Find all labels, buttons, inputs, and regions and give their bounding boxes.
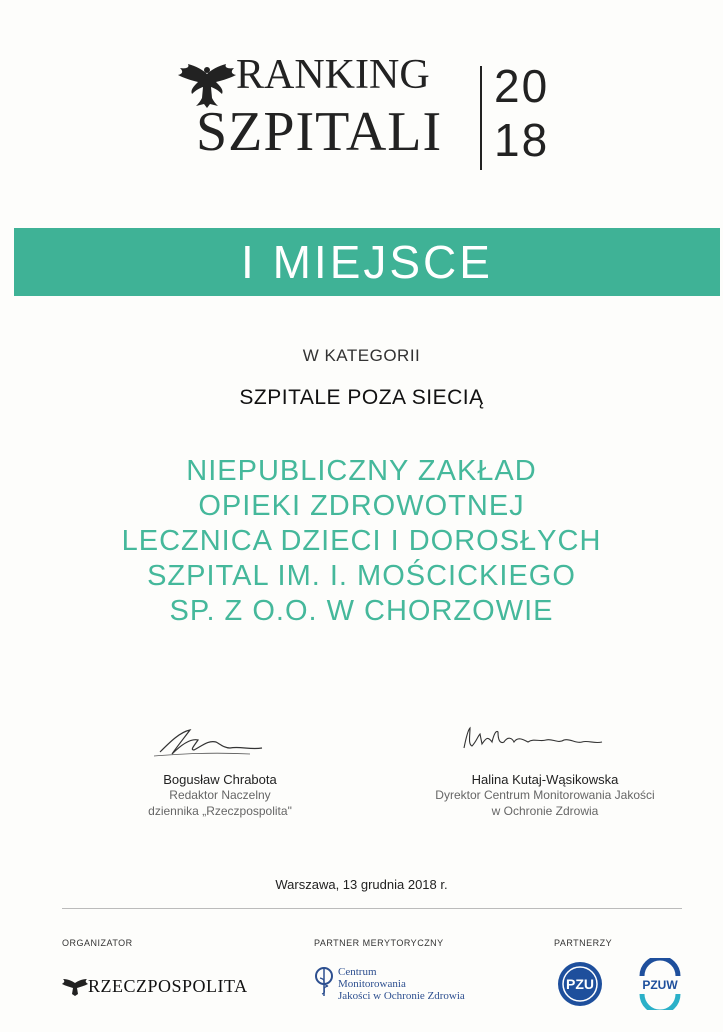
organizer-label: ORGANIZATOR	[62, 938, 133, 948]
place-banner	[14, 228, 720, 296]
partner-label: PARTNER MERYTORYCZNY	[314, 938, 444, 948]
pzu-logo	[556, 960, 604, 1008]
recipient-line: LECZNICA DZIECI I DOROSŁYCH	[121, 525, 602, 557]
cmj-logo-line: Jakości w Ochronie Zdrowia	[338, 990, 465, 1002]
pzuw-logo-text: PZUW	[642, 978, 678, 992]
rzeczpospolita-logo	[62, 976, 248, 997]
rzeczpospolita-eagle-icon	[62, 978, 88, 996]
category-name: SZPITALE POZA SIECIĄ	[239, 386, 484, 409]
signer-role: w Ochronie Zdrowia	[491, 804, 599, 818]
ranking-title-word: RANKING	[236, 52, 430, 98]
recipient-line: NIEPUBLICZNY ZAKŁAD	[186, 455, 537, 487]
header-divider	[480, 66, 482, 170]
pzu-logo-text: PZU	[566, 976, 594, 992]
footer-divider	[62, 908, 682, 909]
signer-name: Bogusław Chrabota	[163, 772, 277, 787]
signer-name: Halina Kutaj-Wąsikowska	[471, 772, 619, 787]
signature-kutaj-wasikowska	[458, 722, 608, 758]
signature-chrabota	[150, 722, 270, 762]
cmj-logo	[314, 964, 465, 1002]
signer-role: Dyrektor Centrum Monitorowania Jakości	[435, 788, 655, 802]
signer-block-kutaj	[380, 772, 710, 819]
signer-role: dziennika „Rzeczpospolita"	[148, 804, 292, 818]
pzuw-logo	[630, 958, 690, 1010]
cmj-logo-text	[338, 966, 465, 1002]
signer-block-chrabota	[100, 772, 340, 819]
cmj-logo-line: Monitorowania	[338, 978, 406, 990]
signer-role: Redaktor Naczelny	[169, 788, 271, 802]
year-top: 20	[494, 60, 550, 112]
recipient-line: OPIEKI ZDROWOTNEJ	[198, 490, 525, 522]
year-bottom: 18	[494, 114, 550, 166]
place-banner-text: I MIEJSCE	[241, 236, 493, 288]
cmj-logo-line: Centrum	[338, 966, 377, 978]
szpitali-title-word: SZPITALI	[196, 101, 443, 163]
place-date: Warszawa, 13 grudnia 2018 r.	[275, 877, 448, 892]
category-label: W KATEGORII	[302, 346, 421, 365]
partners-label: PARTNERZY	[554, 938, 613, 948]
recipient-line: SZPITAL IM. I. MOŚCICKIEGO	[147, 560, 576, 592]
rzeczpospolita-logo-text: RZECZPOSPOLITA	[88, 976, 248, 996]
caduceus-icon	[314, 964, 334, 998]
recipient-line: SP. Z O.O. W CHORZOWIE	[169, 595, 554, 627]
recipient-name	[0, 454, 723, 629]
